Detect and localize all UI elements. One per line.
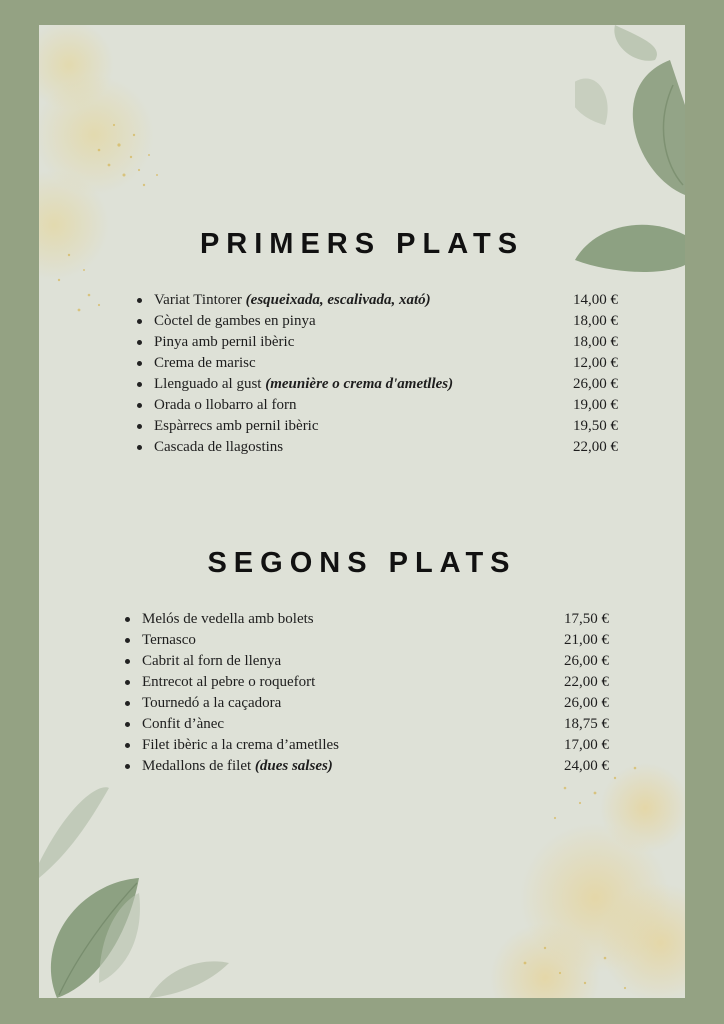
item-name: Tournedó a la caçadora <box>142 695 282 711</box>
menu-item <box>137 290 618 311</box>
item-name: Còctel de gambes en pinya <box>154 313 316 329</box>
menu-item <box>137 332 618 353</box>
bullet-icon <box>137 445 142 450</box>
item-price: 14,00 € <box>573 292 618 308</box>
item-name: Orada o llobarro al forn <box>154 397 297 413</box>
menu-item <box>125 630 609 651</box>
bullet-icon <box>137 319 142 324</box>
bullet-icon <box>137 403 142 408</box>
gold-watercolor-bottom-right <box>485 748 685 998</box>
item-price: 18,75 € <box>564 716 609 732</box>
section-title-segons-plats: SEGONS PLATS <box>207 547 517 579</box>
menu-item <box>137 353 618 374</box>
item-name: Cascada de llagostins <box>154 439 284 455</box>
item-name: Filet ibèric a la crema d’ametlles <box>142 737 339 753</box>
menu-item <box>137 437 618 458</box>
item-name: Melós de vedella amb bolets <box>142 611 314 627</box>
menu-item <box>125 735 609 756</box>
menu-item <box>125 714 609 735</box>
item-name: Crema de marisc <box>154 355 256 371</box>
menu-page <box>39 25 685 998</box>
menu-item <box>125 693 609 714</box>
item-price: 26,00 € <box>564 695 609 711</box>
item-price: 19,00 € <box>573 397 618 413</box>
item-price: 17,50 € <box>564 611 609 627</box>
gold-watercolor-top-left <box>39 25 179 325</box>
bullet-icon <box>137 382 142 387</box>
bullet-icon <box>137 424 142 429</box>
item-name: Entrecot al pebre o roquefort <box>142 674 316 690</box>
item-price: 24,00 € <box>564 758 609 774</box>
menu-item <box>125 651 609 672</box>
item-price: 22,00 € <box>564 674 609 690</box>
item-price: 12,00 € <box>573 355 618 371</box>
item-name: Pinya amb pernil ibèric <box>154 334 295 350</box>
item-price: 21,00 € <box>564 632 609 648</box>
menu-list-segons-plats <box>125 609 609 777</box>
leaf-sprig-bottom-left <box>39 783 239 998</box>
item-name: Llenguado al gust (meunière o crema d'ametlles) <box>154 376 454 392</box>
bullet-icon <box>125 701 130 706</box>
bullet-icon <box>125 722 130 727</box>
menu-list-primers-plats <box>137 290 618 458</box>
bullet-icon <box>125 659 130 664</box>
item-price: 26,00 € <box>564 653 609 669</box>
bullet-icon <box>125 764 130 769</box>
menu-item <box>137 311 618 332</box>
section-title-primers-plats: PRIMERS PLATS <box>199 228 525 260</box>
item-price: 26,00 € <box>573 376 618 392</box>
item-name: Variat Tintorer (esqueixada, escalivada, xató) <box>154 292 431 308</box>
item-price: 19,50 € <box>573 418 618 434</box>
item-name: Cabrit al forn de llenya <box>142 653 282 669</box>
bullet-icon <box>125 617 130 622</box>
item-name: Ternasco <box>142 632 196 648</box>
bullet-icon <box>125 638 130 643</box>
menu-item <box>125 756 609 777</box>
item-price: 18,00 € <box>573 334 618 350</box>
bullet-icon <box>125 680 130 685</box>
menu-item <box>137 416 618 437</box>
item-name: Medallons de filet (dues salses) <box>142 758 333 774</box>
menu-item <box>125 609 609 630</box>
menu-item <box>125 672 609 693</box>
bullet-icon <box>137 298 142 303</box>
item-name: Espàrrecs amb pernil ibèric <box>154 418 319 434</box>
item-name: Confit d’ànec <box>142 716 225 732</box>
item-price: 18,00 € <box>573 313 618 329</box>
item-price: 17,00 € <box>564 737 609 753</box>
menu-item <box>137 395 618 416</box>
menu-item <box>137 374 618 395</box>
bullet-icon <box>125 743 130 748</box>
item-price: 22,00 € <box>573 439 618 455</box>
bullet-icon <box>137 361 142 366</box>
bullet-icon <box>137 340 142 345</box>
